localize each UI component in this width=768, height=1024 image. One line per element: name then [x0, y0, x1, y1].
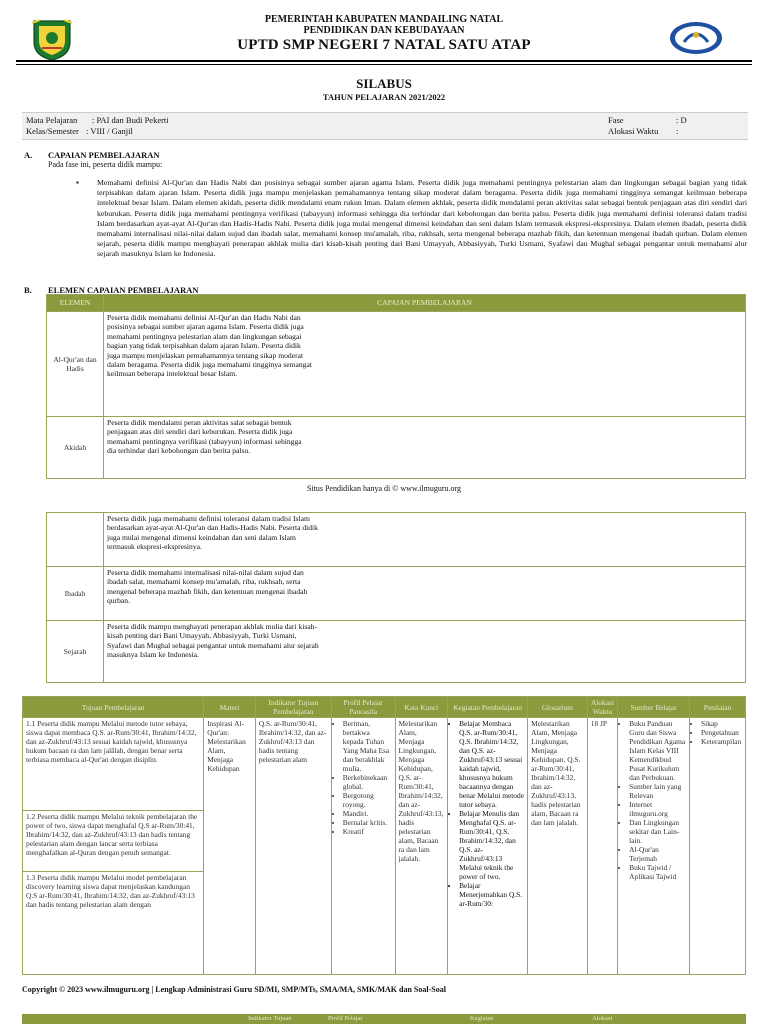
- info-bar: [22, 112, 748, 140]
- capaian-cell: [104, 312, 746, 417]
- table-row: [47, 312, 746, 417]
- capaian-cell: [104, 621, 746, 683]
- gov-line-1: PEMERINTAH KABUPATEN MANDAILING NATAL: [264, 14, 504, 25]
- list-item: • Internet ilmuguru.org: [629, 800, 686, 818]
- col-penilaian: Penilaian: [690, 697, 746, 718]
- list-item: • Sumber lain yang Relevan: [629, 782, 686, 800]
- table-row: [47, 417, 746, 479]
- list-item: • Belajar Menerjemahkan Q.S. ar-Rum/30:: [459, 881, 524, 908]
- section-a-bullet: Memahami definisi Al-Qur'an dan Hadis Nabi dan posisinya sebagai sumber ajaran agama Islam. Peserta didik juga memahami pentingnya pelestarian alam dan lingkungan sebagai bagian yang tidak terpisahkan dalam ajaran Islam. Peserta didik juga mampu menjelaskan pemahamannya tentang sikap moderat dalam beragama. Peserta didik juga memahami tingginya semangat keilmuan beberapa intelektual besar Islam. Dalam elemen akidah, peserta didik mendalami enam rukun Iman. Dalam elemen akhlak, peserta didik mendalami peran aktivitas salat sebagai bentuk penjagaan atas diri sendiri dari keburukan. Peserta didik juga memahami pentingnya verifikasi (tabayyun) informasi sehingga dia terhindar dari kebohongan dan berita palsu. Peserta didik juga memahami definisi toleransi dalam tradisi Islam berdasarkan ayat-ayat Al-Qur'an dan Hadis-Hadis Nabi. Peserta didik juga mulai mengenal dimensi keindahan dan seni dalam Islam termasuk ekspresi-ekspresinya. Dalam elemen ibadah, peserta didik memahami internalisasi nilai-nilai dalam sujud dan ibadah salat, memahami konsep mu'amalah, riba, rukhsah, serta mengenal beberapa mazhab fikih, dan ketentuan mengenai ibadah qurban. Dalam elemen sejarah, peserta didik mampu menghayati penerapan akhlak mulia dari kisah-kisah penting dari Bani Umayyah, Abbasiyyah, Turki Usmani, Syafawi dan Mughal sebagai pengantar untuk memahami alur sejarah masuknya Islam ke Indonesia.: [97, 178, 747, 259]
- list-item: • Keterampilan: [701, 737, 742, 746]
- materi-cell: Inspirasi Al-Qur'an: Melestarikan Alam, Menjaga Kehidupan: [204, 718, 256, 975]
- elemen-cell: [47, 513, 104, 567]
- kata-kunci-cell: Melestarikan Alam, Menjaga Lingkungan, Menjaga Kehidupan, Q.S. ar-Rum/30:41, Ibrahim/14:32, dan az-Zukhruf/43:13, hadis pelestarian alam, Bacaan ra dan lam jalalah.: [395, 718, 448, 975]
- col-indikator: Indikator Tujuan Pembelajaran: [255, 697, 331, 718]
- page-footer: Situs Pendidikan hanya di © www.ilmuguru.org: [306, 484, 462, 493]
- col-profil: Profil Pelajar Pancasila: [331, 697, 395, 718]
- elemen-cell: Al-Qur'an dan Hadis: [47, 312, 104, 417]
- kelas-label: Kelas/Semester: [26, 126, 79, 136]
- next-header-profil: Profil Pelajar: [328, 1015, 363, 1022]
- list-item: • Pengetahuan: [701, 728, 742, 737]
- elemen-cell: Sejarah: [47, 621, 104, 683]
- col-kata-kunci: Kata Kunci: [395, 697, 448, 718]
- gov-line-2: PENDIDIKAN DAN KEBUDAYAAN: [303, 25, 465, 36]
- col-elemen: ELEMEN: [47, 295, 104, 312]
- next-header-kegiatan: Kegiatan: [470, 1015, 494, 1022]
- list-item: • Bergotong royong.: [343, 791, 392, 809]
- col-alokasi: Alokasi Waktu: [587, 697, 617, 718]
- list-item: • Mandiri.: [343, 809, 392, 818]
- col-kegiatan: Kegiatan Pembelajaran: [448, 697, 528, 718]
- section-a-intro: Pada fase ini, peserta didik mampu:: [48, 160, 163, 169]
- section-b-title: ELEMEN CAPAIAN PEMBELAJARAN: [48, 285, 199, 295]
- tujuan-1: 1.1 Peserta didik mampu Melalui metode tutor sebaya, siswa dapat membaca Q.S. ar-Rum/30:41, Ibrahim/14:32, dan az-Zukhruf/43:13 sesuai kaidah tajwid, khususnya hukum bacaan ra dan lam jalālah, dengan benar serta terbiasa membaca al-Qur'an dengan disiplin.: [23, 718, 203, 811]
- silabus-table: [22, 696, 746, 975]
- list-item: • Berkebinekaan global.: [343, 773, 392, 791]
- profil-cell: [331, 718, 395, 975]
- col-materi: Materi: [204, 697, 256, 718]
- list-item: • Kreatif: [343, 827, 392, 836]
- table-row: [47, 567, 746, 621]
- indikator-cell: Q.S. ar-Rum/30:41, Ibrahim/14:32, dan az-Zukhruf/43:13 dan hadis tentang pelestarian alam: [255, 718, 331, 975]
- list-item: • Al-Qur'an Terjemah: [629, 845, 686, 863]
- col-sumber: Sumber Belajar: [618, 697, 690, 718]
- alokasi-label: Alokasi Waktu: [608, 126, 659, 136]
- list-item: • Buku Panduan Guru dan Siswa Pendidikan Agama Islam Kelas VIII Kemendikbud Pusat Kurikulum dan Perbukuan.: [629, 719, 686, 782]
- profil-list: [335, 719, 392, 836]
- header-divider-thin: [16, 64, 752, 65]
- capaian-text: Peserta didik memahami definisi Al-Qur'an dan Hadis Nabi dan posisinya sebagai sumber ajaran agama Islam. Peserta didik juga memahami pentingnya pelestarian alam dan lingkungan sebagai bagian yang tidak terpisahkan dalam ajaran Islam. Peserta didik juga mampu menjelaskan pemahamannya tentang sikap moderat dalam beragama. Peserta didik juga memahami tingginya semangat keilmuan beberapa intelektual besar Islam.: [107, 313, 312, 379]
- mapel-value: : PAI dan Budi Pekerti: [92, 115, 169, 125]
- col-capaian: CAPAIAN PEMBELAJARAN: [104, 295, 746, 312]
- tujuan-2: 1.2 Peserta didik mampu Melalui teknik pembelajaran the power of two, siswa dapat menghafal Q.S ar-Rum/30:41, Ibrahim/14:32, dan az-Zukhruf/43:13 dan hadis tentang pelestarian alam dengan lancar serta terbiasa menghafalkan al-Quran dengan penuh semangat.: [23, 811, 203, 872]
- bullet-marker: ▪: [76, 178, 79, 187]
- kegiatan-list: [451, 719, 524, 908]
- list-item: • Beriman, bertakwa kepada Tuhan Yang Maha Esa dan berakhlak mulia.: [343, 719, 392, 773]
- capaian-text: Peserta didik juga memahami definisi toleransi dalam tradisi Islam berdasarkan ayat-ayat Al-Qur'an dan Hadis-Hadis Nabi. Peserta didik juga mulai mengenal dimensi keindahan dan seni dalam Islam termasuk ekspresi-ekspresinya.: [107, 514, 318, 552]
- table-row: [47, 513, 746, 567]
- list-item: • Buku Tajwid / Aplikasi Tajwid: [629, 863, 686, 881]
- section-b-letter: B.: [24, 285, 32, 295]
- elemen-table-continued: [46, 512, 746, 683]
- section-a-letter: A.: [24, 150, 33, 160]
- list-item: • Belajar Membaca Q.S. ar-Rum/30:41, Q.S. Ibrahim/14:32, dan Q.S. az-Zukhruf/43:13 sesuai kaidah tajwid, khususnya hukum bacaannya dengan benar Melalui metode tutor sebaya.: [459, 719, 524, 809]
- kelas-value: : VIII / Ganjil: [86, 126, 133, 136]
- table-row: [47, 621, 746, 683]
- penilaian-cell: [690, 718, 746, 975]
- list-item: • Sikap: [701, 719, 742, 728]
- kegiatan-cell: [448, 718, 528, 975]
- sumber-cell: [618, 718, 690, 975]
- next-table-header: [22, 1014, 746, 1024]
- list-item: • Belajar Menulis dan Menghafal Q.S. ar-Rum/30:41, Q.S. Ibrahim/14:32, dan Q.S. az-Zukhruf/43:13 Melalui teknik the power of two.: [459, 809, 524, 881]
- list-item: • Bernalar kritis.: [343, 818, 392, 827]
- fase-label: Fase: [608, 115, 624, 125]
- capaian-text: Peserta didik mampu menghayati penerapan akhlak mulia dari kisah-kisah penting dari Bani Umayyah, Abbasiyyah, Turki Usmani, Syafawi dan Mughal sebagai pengantar untuk memahami alur sejarah masuknya Islam ke Indonesia.: [107, 622, 319, 660]
- table-row: [23, 718, 746, 975]
- doc-year: TAHUN PELAJARAN 2021/2022: [322, 92, 446, 102]
- capaian-cell: [104, 513, 746, 567]
- letterhead: [0, 14, 768, 36]
- next-header-indikator: Indikator Tujuan: [248, 1015, 292, 1022]
- elemen-table: [46, 294, 746, 479]
- penilaian-list: [693, 719, 742, 746]
- tujuan-cell: [23, 718, 204, 975]
- alokasi-value: :: [676, 126, 679, 136]
- sumber-list: [621, 719, 686, 881]
- list-item: • Dan Lingkungan sekitar dan Lain-lain.: [629, 818, 686, 845]
- tujuan-3: 1.3 Peserta didik mampu Melalui model pembelajaran discovery learning siswa dapat menjelaskan kandungan Q.S ar-Rum/30:41, Ibrahim/14:32, dan az-Zukhruf/43:13 dan hadis tentang pelestarian alam dengan: [26, 873, 195, 909]
- school-name: UPTD SMP NEGERI 7 NATAL SATU ATAP: [237, 37, 531, 53]
- doc-title: SILABUS: [356, 76, 412, 91]
- mapel-label: Mata Pelajaran: [26, 115, 78, 125]
- glosarium-cell: Melestarikan Alam, Menjaga Lingkungan, Menjaga Kehidupan, Q.S. ar-Rum/30:41, Ibrahim/14:32, dan az-Zukhruf/43:13, hadis pelestarian alam, Bacaan ra dan lam jalalah.: [528, 718, 588, 975]
- capaian-cell: [104, 417, 746, 479]
- fase-value: : D: [676, 115, 687, 125]
- capaian-cell: [104, 567, 746, 621]
- col-tujuan: Tujuan Pembelajaran: [23, 697, 204, 718]
- alokasi-cell: 18 JP: [587, 718, 617, 975]
- capaian-text: Peserta didik mendalami peran aktivitas salat sebagai bentuk penjagaan atas diri sendiri dari keburukan. Peserta didik juga memahami pentingnya verifikasi (tabayyun) informasi sehingga dia terhindar dari kebohongan dan berita palsu.: [107, 418, 302, 456]
- col-glosarium: Glosarium: [528, 697, 588, 718]
- next-header-alokasi: Alokasi: [592, 1015, 613, 1022]
- capaian-text: Peserta didik memahami internalisasi nilai-nilai dalam sujud dan ibadah salat, memahami konsep mu'amalah, riba, rukhsah, serta mengenal beberapa mazhab fikih, dan ketentuan mengenai ibadah qurban.: [107, 568, 308, 606]
- header-divider: [16, 60, 752, 62]
- section-a-title: CAPAIAN PEMBELAJARAN: [48, 150, 160, 160]
- elemen-cell: Akidah: [47, 417, 104, 479]
- elemen-cell: Ibadah: [47, 567, 104, 621]
- copyright: Copyright © 2023 www.ilmuguru.org | Lengkap Administrasi Guru SD/MI, SMP/MTs, SMA/MA, SMK/MAK dan Soal-Soal: [22, 985, 446, 994]
